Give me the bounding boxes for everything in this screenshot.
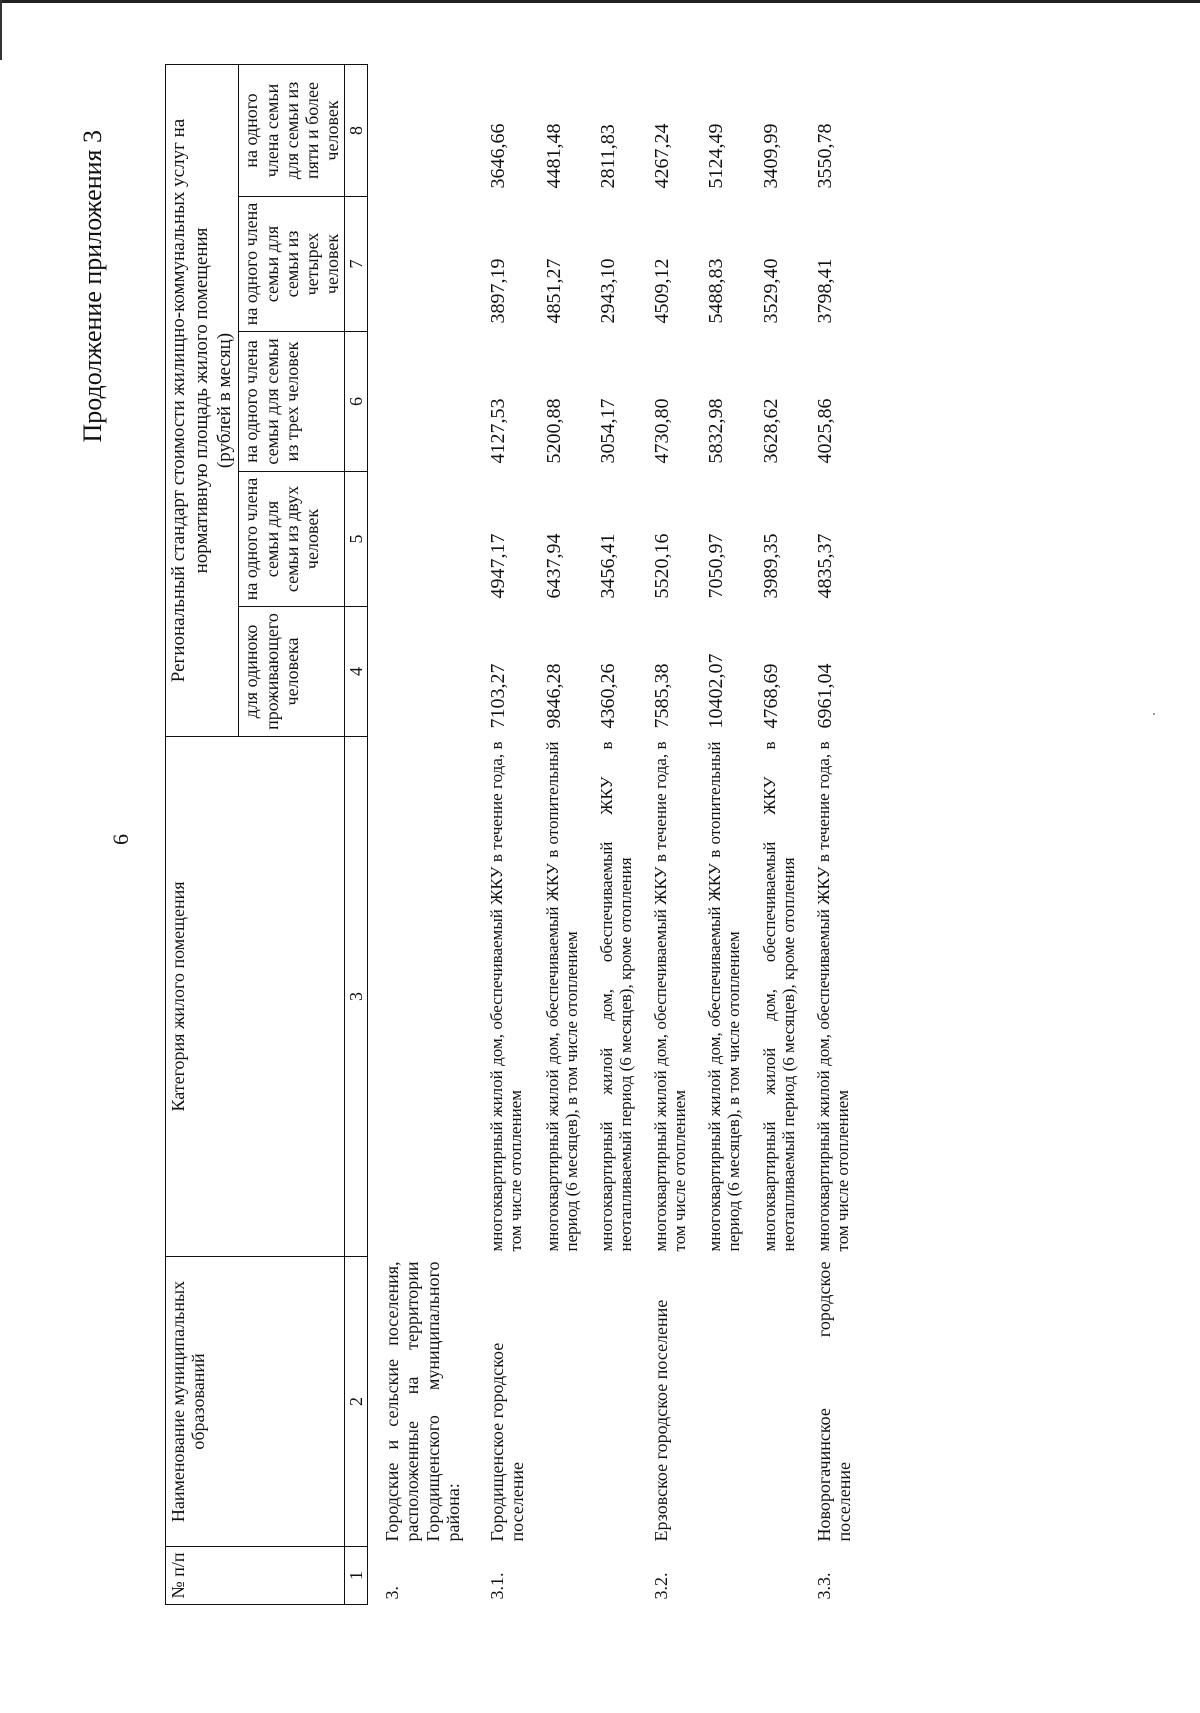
row-no xyxy=(583,1547,637,1605)
municipality-name: Ерзовское городское поселение xyxy=(651,1299,672,1542)
row-no: 3.3. xyxy=(813,1572,834,1600)
header-subcol-single: для одиноко проживающего человека xyxy=(239,607,345,737)
value-five-plus: 3409,99 xyxy=(759,123,782,189)
row-no: 3.1. xyxy=(486,1572,507,1600)
value-four: 3529,40 xyxy=(759,258,782,324)
housing-category: многоквартирный жилой дом, обеспечиваемый ЖКУ в неотапливаемый период (6 месяцев), кроме отопления xyxy=(597,741,636,1252)
housing-category: многоквартирный жилой дом, обеспечиваемый ЖКУ в течение года, в том числе отоплением xyxy=(813,741,852,1252)
value-four: 2943,10 xyxy=(597,258,620,324)
table-row xyxy=(746,65,800,1605)
value-single: 9846,28 xyxy=(543,663,566,729)
value-two: 7050,97 xyxy=(705,533,728,599)
value-three: 4025,86 xyxy=(813,398,836,464)
header-rates-title: Региональный стандарт стоимости жилищно-коммунальных услуг на нормативную площадь жилого помещения xyxy=(168,118,212,683)
table-row xyxy=(583,65,637,1605)
value-five-plus: 3550,78 xyxy=(813,123,836,189)
value-two: 3989,35 xyxy=(759,533,782,599)
section-row xyxy=(368,65,473,1605)
value-single: 4768,69 xyxy=(759,663,782,729)
table-row xyxy=(473,65,529,1605)
value-three: 4730,80 xyxy=(651,398,674,464)
value-four: 3798,41 xyxy=(813,258,836,324)
section-name: Городские и сельские поселения, расположенные на территории Городищенского муниципального района: xyxy=(382,1261,463,1542)
value-single: 10402,07 xyxy=(705,653,728,729)
table-row xyxy=(529,65,583,1605)
header-subcol-four: на одного члена семьи для семьи из четырех человек xyxy=(239,197,345,332)
housing-category: многоквартирный жилой дом, обеспечиваемый ЖКУ в отопительный период (6 месяцев), в том числе отоплением xyxy=(543,741,582,1252)
col-number: 8 xyxy=(345,65,368,197)
page-number: 6 xyxy=(108,834,133,845)
value-four: 4509,12 xyxy=(651,258,674,324)
value-two: 6437,94 xyxy=(543,533,566,599)
housing-category: многоквартирный жилой дом, обеспечиваемый ЖКУ в течение года, в том числе отоплением xyxy=(486,741,525,1252)
section-no: 3. xyxy=(382,1586,403,1600)
value-five-plus: 3646,66 xyxy=(486,123,509,189)
municipality-name: Новорогачинское городское поселение xyxy=(813,1261,854,1542)
municipality-name xyxy=(691,1257,745,1547)
housing-cost-standard-table xyxy=(165,64,856,1605)
value-four: 5488,83 xyxy=(705,258,728,324)
table-row xyxy=(800,65,856,1605)
value-three: 3628,62 xyxy=(759,398,782,464)
value-three: 5832,98 xyxy=(705,398,728,464)
value-single: 7103,27 xyxy=(486,663,509,729)
value-three: 3054,17 xyxy=(597,398,620,464)
value-three: 4127,53 xyxy=(486,398,509,464)
housing-category: многоквартирный жилой дом, обеспечиваемый ЖКУ в отопительный период (6 месяцев), в том числе отоплением xyxy=(705,741,744,1252)
value-two: 4947,17 xyxy=(486,533,509,599)
row-no xyxy=(746,1547,800,1605)
municipality-name: Городищенское городское поселение xyxy=(486,1342,528,1542)
col-number: 6 xyxy=(345,332,368,472)
header-subcol-five-plus: на одного члена семьи для семьи из пяти и более человек xyxy=(239,65,345,197)
value-five-plus: 2811,83 xyxy=(597,124,620,189)
value-three: 5200,88 xyxy=(543,398,566,464)
col-number: 4 xyxy=(345,607,368,737)
housing-category: многоквартирный жилой дом, обеспечиваемый ЖКУ в неотапливаемый период (6 месяцев), кроме отопления xyxy=(759,741,798,1252)
value-five-plus: 4481,48 xyxy=(543,123,566,189)
row-no xyxy=(529,1547,583,1605)
municipality-name xyxy=(746,1257,800,1547)
row-no xyxy=(691,1547,745,1605)
header-col-category: Категория жилого помещения xyxy=(166,737,345,1257)
col-number: 1 xyxy=(345,1547,368,1605)
header-subcol-three: на одного члена семьи для семьи из трех человек xyxy=(239,332,345,472)
col-number: 5 xyxy=(345,472,368,607)
value-two: 5520,16 xyxy=(651,533,674,599)
header-subcol-two: на одного члена семьи для семьи из двух человек xyxy=(239,472,345,607)
table-row xyxy=(637,65,691,1605)
table-row xyxy=(691,65,745,1605)
col-number: 2 xyxy=(345,1257,368,1547)
value-four: 4851,27 xyxy=(543,258,566,324)
appendix-note: Продолжение приложения 3 xyxy=(78,130,107,443)
value-five-plus: 5124,49 xyxy=(705,123,728,189)
value-single: 7585,38 xyxy=(651,663,674,729)
value-two: 3456,41 xyxy=(597,533,620,599)
header-col-name: Наименование муниципальных образований xyxy=(166,1257,345,1547)
value-two: 4835,37 xyxy=(813,533,836,599)
municipality-name xyxy=(583,1257,637,1547)
header-col-no: № п/п xyxy=(166,1547,345,1605)
header-rates-unit: (рублей в месяц) xyxy=(213,332,235,469)
housing-category: многоквартирный жилой дом, обеспечиваемый ЖКУ в течение года, в том числе отоплением xyxy=(651,741,690,1252)
row-no: 3.2. xyxy=(651,1572,672,1600)
header-col-rates xyxy=(166,65,239,737)
col-number: 7 xyxy=(345,197,368,332)
col-number: 3 xyxy=(345,737,368,1257)
value-four: 3897,19 xyxy=(486,258,509,324)
value-five-plus: 4267,24 xyxy=(651,123,674,189)
value-single: 6961,04 xyxy=(813,663,836,729)
municipality-name xyxy=(529,1257,583,1547)
value-single: 4360,26 xyxy=(597,663,620,729)
